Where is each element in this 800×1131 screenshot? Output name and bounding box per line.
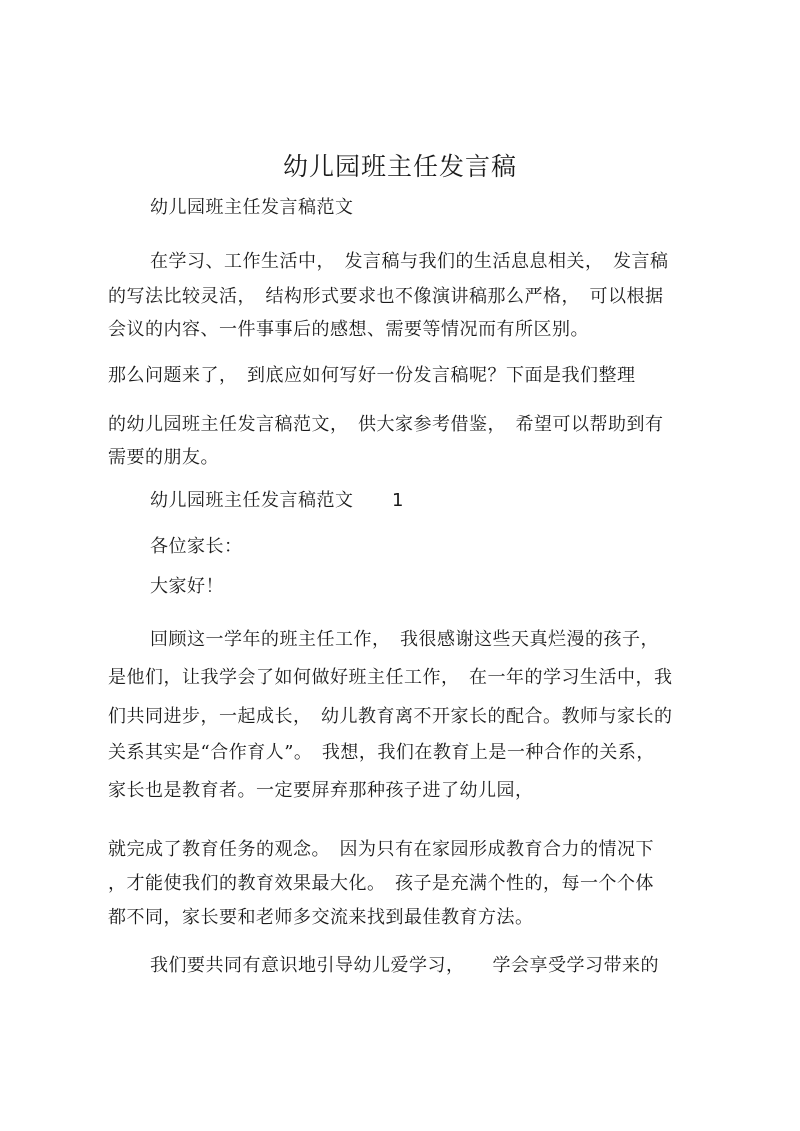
text-line: 回顾这一学年的班主任工作， 我很感谢这些天真烂漫的孩子， bbox=[150, 629, 659, 650]
text-line: 我们要共同有意识地引导幼儿爱学习， 学会享受学习带来的 bbox=[150, 955, 659, 976]
text-line: 会议的内容、一件事事后的感想、需要等情况而有所区别。 bbox=[108, 319, 589, 340]
text-line: ，才能使我们的教育效果最大化。 孩子是充满个性的，每一个个体 bbox=[108, 873, 654, 894]
text-line: 那么问题来了， 到底应如何写好一份发言稿呢？下面是我们整理 bbox=[108, 365, 636, 386]
sample-heading-number: 1 bbox=[392, 490, 404, 511]
subtitle: 幼儿园班主任发言稿范文 bbox=[150, 197, 354, 218]
sample-heading-text: 幼儿园班主任发言稿范文 bbox=[150, 490, 354, 511]
text-line: 需要的朋友。 bbox=[108, 447, 219, 468]
document-title: 幼儿园班主任发言稿 bbox=[282, 152, 517, 181]
text-line: 家长也是教育者。一定要屏弃那种孩子进了幼儿园， bbox=[108, 780, 534, 801]
text-line: 关系其实是“合作育人”。 我想，我们在教育上是一种合作的关系， bbox=[108, 742, 655, 763]
greeting: 大家好！ bbox=[150, 576, 224, 597]
text-line: 在学习、工作生活中， 发言稿与我们的生活息息相关， 发言稿 bbox=[150, 251, 669, 272]
text-line: 是他们，让我学会了如何做好班主任工作， 在一年的学习生活中，我 bbox=[108, 667, 673, 688]
salutation: 各位家长： bbox=[150, 536, 243, 557]
text-line: 们共同进步，一起成长， 幼儿教育离不开家长的配合。教师与家长的 bbox=[108, 706, 673, 727]
text-line: 都不同，家长要和老师多交流来找到最佳教育方法。 bbox=[108, 907, 534, 928]
text-line: 的写法比较灵活， 结构形式要求也不像演讲稿那么严格， 可以根据 bbox=[108, 286, 664, 307]
sample-heading bbox=[150, 489, 404, 513]
text-line: 的幼儿园班主任发言稿范文， 供大家参考借鉴， 希望可以帮助到有 bbox=[108, 414, 664, 435]
text-line: 就完成了教育任务的观念。 因为只有在家园形成教育合力的情况下 bbox=[108, 839, 654, 860]
